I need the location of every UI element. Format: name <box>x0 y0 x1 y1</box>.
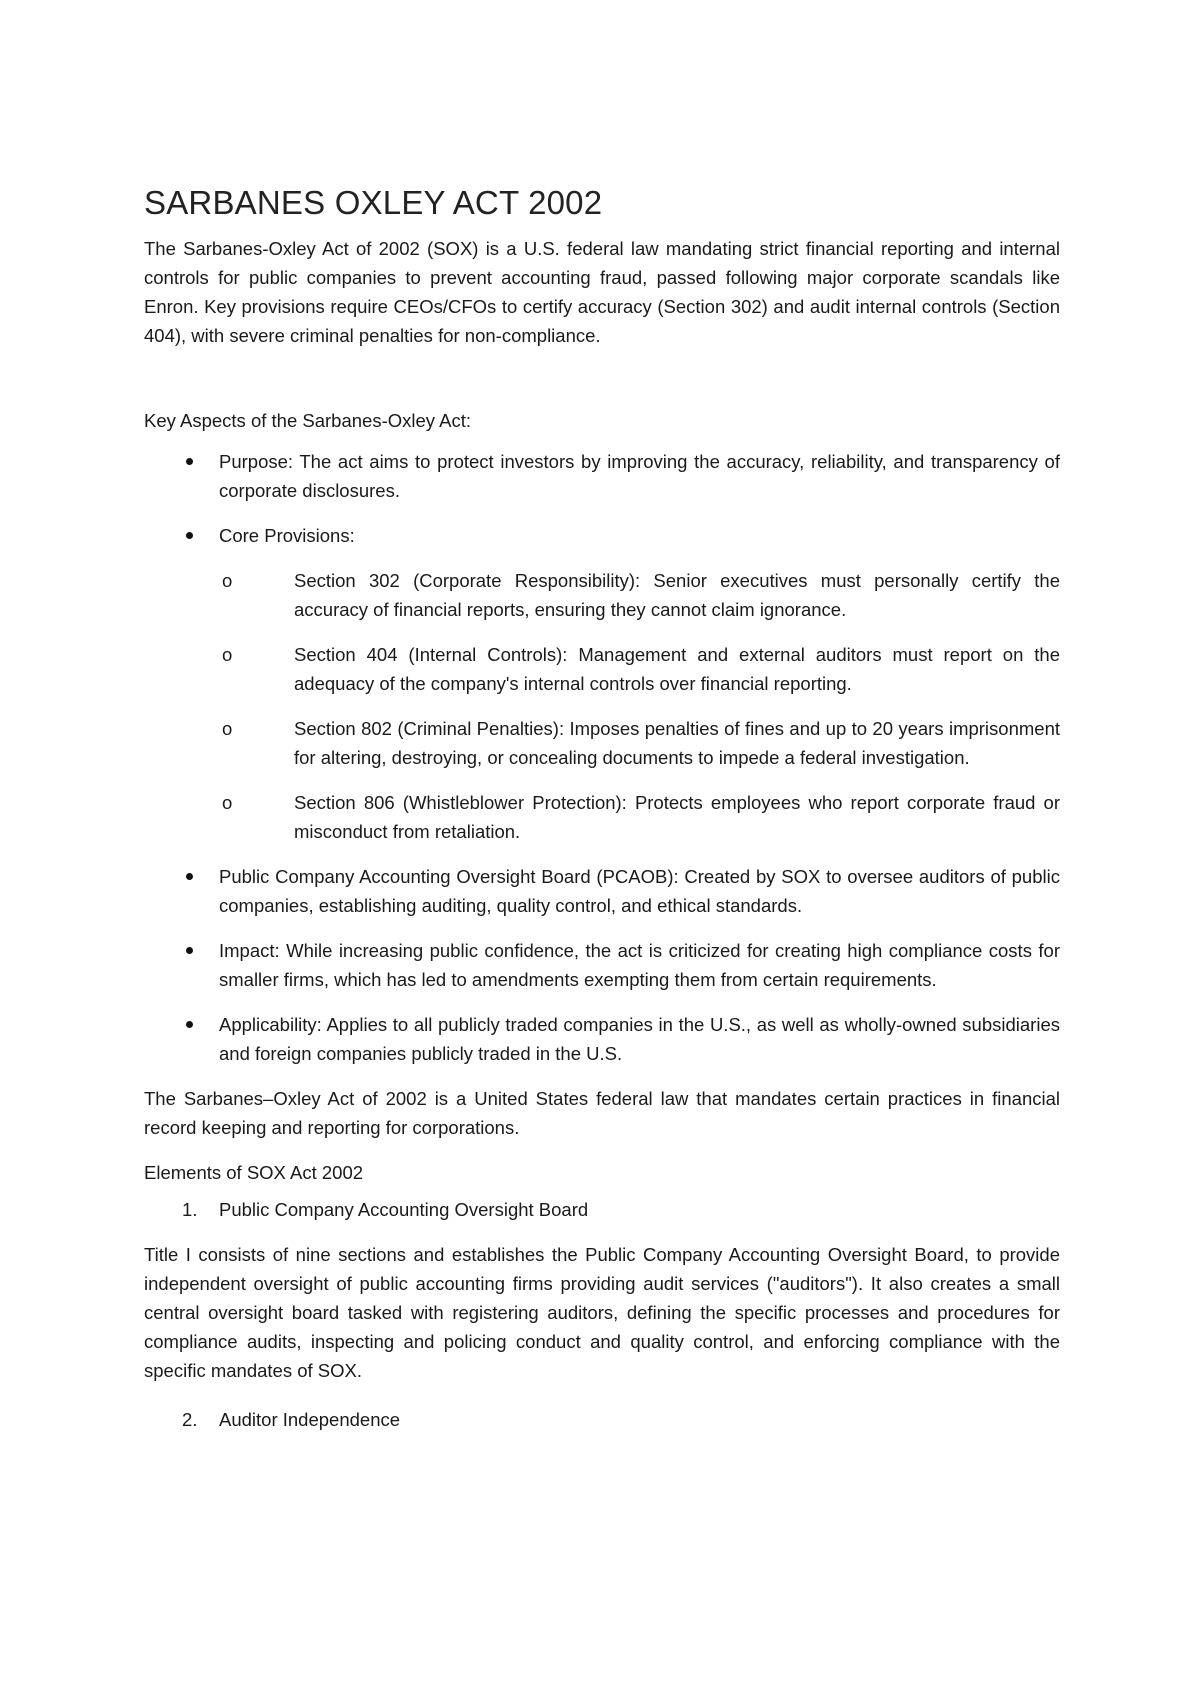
sub-list-item <box>219 788 1060 846</box>
sub-list-item <box>219 566 1060 624</box>
intro-paragraph: The Sarbanes-Oxley Act of 2002 (SOX) is a U.S. federal law mandating strict financial reporting and internal controls for public companies to prevent accounting fraud, passed following major corporate scandals like Enron. Key provisions require CEOs/CFOs to certify accuracy (Section 302) and audit internal controls (Section 404), with severe criminal penalties for non-compliance. <box>144 238 1060 346</box>
bullet-icon <box>186 1021 193 1028</box>
list-item <box>144 862 1060 920</box>
numbered-item-text: Auditor Independence <box>219 1409 401 1430</box>
numbered-item <box>144 1195 1060 1224</box>
list-item <box>144 521 1060 846</box>
elements-heading: Elements of SOX Act 2002 <box>144 1162 364 1183</box>
sub-list-item <box>219 640 1060 698</box>
title-i-paragraph: Title I consists of nine sections and establishes the Public Company Accounting Oversight Board, to provide independent oversight of public accounting firms providing audit services ("auditors"). It also creates a small central oversight board tasked with registering auditors, defining the specific processes and procedures for compliance audits, inspecting and policing conduct and quality control, and enforcing compliance with the specific mandates of SOX. <box>144 1244 1060 1381</box>
bullet-icon <box>186 873 193 880</box>
bullet-impact: Impact: While increasing public confidence, the act is criticized for creating high compliance costs for smaller firms, which has led to amendments exempting them from certain requirements. <box>219 940 1060 990</box>
key-aspects-heading: Key Aspects of the Sarbanes-Oxley Act: <box>144 410 472 431</box>
bullet-applicability: Applicability: Applies to all publicly traded companies in the U.S., as well as wholly-owned subsidiaries and foreign companies publicly traded in the U.S. <box>219 1014 1060 1064</box>
section-806-text: Section 806 (Whistleblower Protection): Protects employees who report corporate fraud or misconduct from retaliation. <box>294 792 1060 842</box>
elements-list-1 <box>144 1195 1060 1224</box>
key-aspects-list <box>144 447 1060 1068</box>
list-item <box>144 447 1060 505</box>
list-number: 1. <box>182 1199 198 1220</box>
summary-paragraph: The Sarbanes–Oxley Act of 2002 is a United States federal law that mandates certain practices in financial record keeping and reporting for corporations. <box>144 1088 1060 1138</box>
bullet-icon <box>186 532 193 539</box>
bullet-icon <box>186 458 193 465</box>
list-number: 2. <box>182 1409 198 1430</box>
sub-list-item <box>219 714 1060 772</box>
bullet-purpose: Purpose: The act aims to protect investors by improving the accuracy, reliability, and transparency of corporate disclosures. <box>219 451 1060 501</box>
section-302-text: Section 302 (Corporate Responsibility): Senior executives must personally certify the accuracy of financial reports, ensuring they cannot claim ignorance. <box>294 570 1060 620</box>
core-provisions-sublist <box>219 566 1060 846</box>
circle-bullet-icon: o <box>222 792 233 813</box>
numbered-item-text: Public Company Accounting Oversight Board <box>219 1199 589 1220</box>
section-802-text: Section 802 (Criminal Penalties): Imposes penalties of fines and up to 20 years imprisonment for altering, destroying, or concealing documents to impede a federal investigation. <box>294 718 1060 768</box>
section-404-text: Section 404 (Internal Controls): Management and external auditors must report on the adequacy of the company's internal controls over financial reporting. <box>294 644 1060 694</box>
list-item <box>144 936 1060 994</box>
bullet-pcaob: Public Company Accounting Oversight Board (PCAOB): Created by SOX to oversee auditors of public companies, establishing auditing, quality control, and ethical standards. <box>219 866 1060 916</box>
document-body <box>144 184 1060 1450</box>
circle-bullet-icon: o <box>222 644 233 665</box>
circle-bullet-icon: o <box>222 718 233 739</box>
list-item <box>144 1010 1060 1068</box>
bullet-icon <box>186 947 193 954</box>
circle-bullet-icon: o <box>222 570 233 591</box>
numbered-item <box>144 1405 1060 1434</box>
document-title: SARBANES OXLEY ACT 2002 <box>144 184 603 221</box>
bullet-core-provisions: Core Provisions: <box>219 525 355 546</box>
elements-list-2 <box>144 1405 1060 1434</box>
